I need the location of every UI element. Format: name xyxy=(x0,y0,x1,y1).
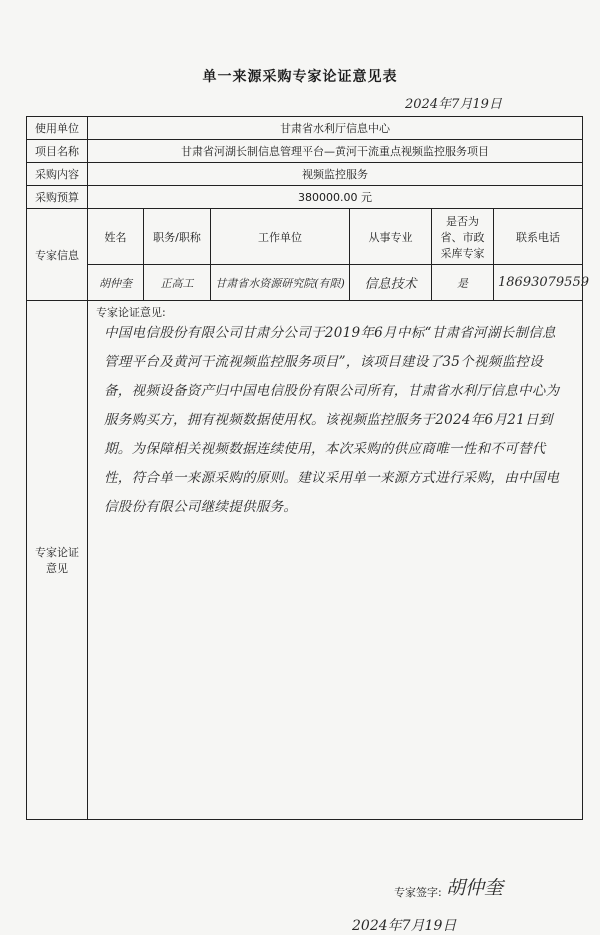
header-phone: 联系电话 xyxy=(494,209,583,265)
opinion-row xyxy=(27,301,583,820)
signature-label: 专家签字: xyxy=(394,886,442,899)
expert-org: 甘肃省水资源研究院(有限) xyxy=(211,265,350,301)
header-title: 职务/职称 xyxy=(144,209,211,265)
expert-name: 胡仲奎 xyxy=(88,265,144,301)
budget-value: 380000.00 元 xyxy=(88,186,583,209)
expert-major: 信息技术 xyxy=(350,265,432,301)
form-title: 单一来源采购专家论证意见表 xyxy=(202,69,398,85)
row-unit xyxy=(27,117,583,140)
row-budget xyxy=(27,186,583,209)
project-value: 甘肃省河湖长制信息管理平台—黄河干流重点视频监控服务项目 xyxy=(88,140,583,163)
content-value: 视频监控服务 xyxy=(88,163,583,186)
expert-header-row xyxy=(27,209,583,265)
expert-section-label: 专家信息 xyxy=(27,209,88,301)
unit-value: 甘肃省水利厅信息中心 xyxy=(88,117,583,140)
header-org: 工作单位 xyxy=(211,209,350,265)
opinion-section-label: 专家论证意见 xyxy=(27,301,88,820)
signature-date: 2024年7月19日 xyxy=(352,918,457,934)
signature-name: 胡仲奎 xyxy=(446,877,504,899)
unit-label: 使用单位 xyxy=(27,117,88,140)
opinion-text: 中国电信股份有限公司甘肃分公司于2019年6月中标“甘肃省河湖长制信息管理平台及黄河干流视频监控服务项目”，该项目建设了35个视频监控设备，视频设备资产归中国电信股份有限公司所有，甘肃省水利厅信息中心为服务购买方，拥有视频数据使用权。该视频监控服务于2024年6月21日到期。为保障相关视频数据连续使用，本次采购的供应商唯一性和不可替代性，符合单一来源采购的原则。建议采用单一来源方式进行采购，由中国电信股份有限公司继续提供服务。 xyxy=(104,325,560,515)
expert-title: 正高工 xyxy=(144,265,211,301)
header-major: 从事专业 xyxy=(350,209,432,265)
expert-in-pool: 是 xyxy=(432,265,494,301)
expert-opinion-table xyxy=(26,116,589,934)
opinion-label: 专家论证意见: xyxy=(96,306,166,319)
header-in-pool: 是否为省、市政采库专家 xyxy=(432,209,494,265)
opinion-cell xyxy=(88,301,583,934)
header-name: 姓名 xyxy=(88,209,144,265)
row-content xyxy=(27,163,583,186)
row-project xyxy=(27,140,583,163)
content-label: 采购内容 xyxy=(27,163,88,186)
expert-phone: 18693079559 xyxy=(494,265,583,301)
handwritten-date: 2024年7月19日 xyxy=(405,97,502,112)
project-label: 项目名称 xyxy=(27,140,88,163)
expert-data-row xyxy=(27,265,583,301)
budget-label: 采购预算 xyxy=(27,186,88,209)
